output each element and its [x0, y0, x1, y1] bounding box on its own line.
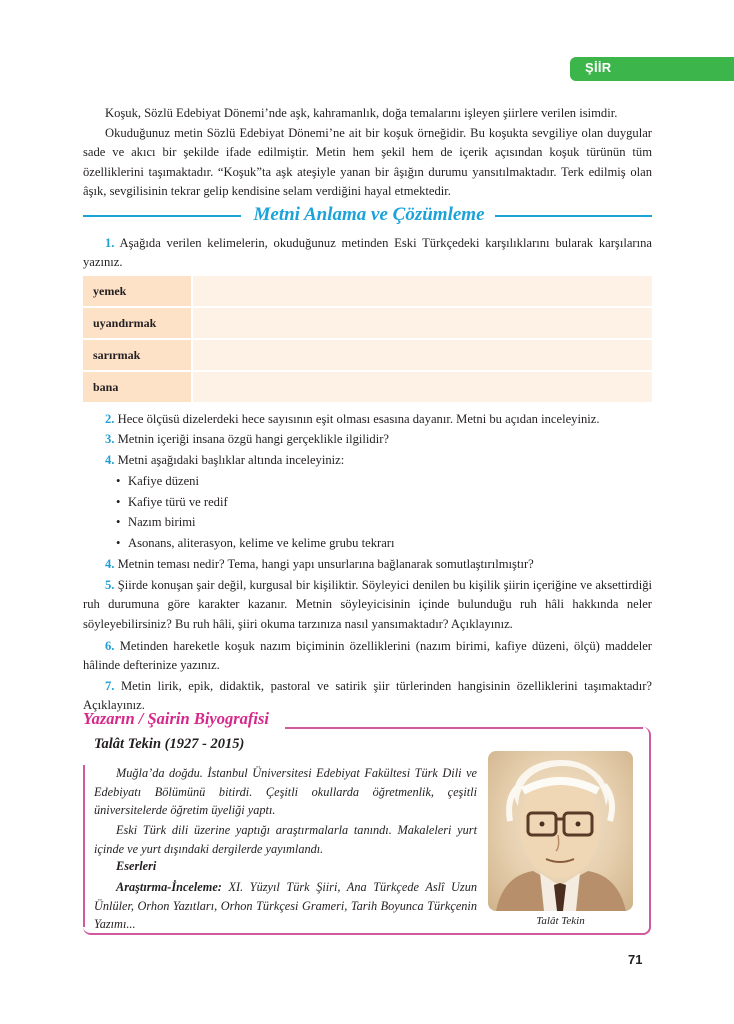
- vocab-answer-field[interactable]: [193, 276, 652, 306]
- section-badge: [570, 57, 734, 81]
- table-row: [83, 372, 652, 402]
- vocab-answer-field[interactable]: [193, 308, 652, 338]
- question-4: [83, 451, 652, 470]
- question-6: [83, 637, 652, 676]
- portrait-illustration-icon: [488, 751, 633, 911]
- page-number: 71: [628, 952, 643, 967]
- question-text: Metnin içeriği insana özgü hangi gerçeklikle ilgilidir?: [117, 432, 389, 446]
- vocab-answer-field[interactable]: [193, 340, 652, 370]
- question-number: 5.: [105, 578, 115, 592]
- vocab-word: sarırmak: [83, 340, 191, 370]
- question-4b: [83, 555, 652, 574]
- question-number: 3.: [105, 432, 115, 446]
- list-item: • Nazım birimi: [118, 512, 395, 533]
- section-title: Metni Anlama ve Çözümleme: [253, 204, 485, 225]
- heading-rule-left: [83, 215, 241, 217]
- section-heading: [83, 204, 652, 228]
- vocab-word: yemek: [83, 276, 191, 306]
- portrait-caption: Talât Tekin: [536, 915, 585, 927]
- intro-paragraph-1: Koşuk, Sözlü Edebiyat Dönemi’nde aşk, kahramanlık, doğa temalarını işleyen şiirlere verilen isimdir.: [105, 106, 618, 120]
- vocabulary-table: [83, 276, 652, 404]
- biography-heading: Yazarın / Şairin Biyografisi: [83, 709, 269, 728]
- question-number: 4.: [105, 557, 115, 571]
- question-2: [83, 410, 652, 429]
- vocab-word: uyandırmak: [83, 308, 191, 338]
- question-number: 1.: [105, 236, 115, 250]
- list-item: • Asonans, aliterasyon, kelime ve kelime grubu tekrarı: [118, 533, 395, 554]
- question-3: [83, 430, 652, 449]
- vocab-answer-field[interactable]: [193, 372, 652, 402]
- question-text: Şiirde konuşan şair değil, kurgusal bir kişiliktir. Söyleyici denilen bu kişilik şiirin içeriğine ve aksettirdiği ruh durumuna göre karakter kazanır. Metnin söyleyicisinin içinde bulunduğu ruh hâli hakkında neler söyleyebilirsiniz? Bu ruh hâli, şiiri okuma tarzınıza nasıl yansımaktadır? Açıklayınız.: [83, 578, 652, 631]
- author-name: Talât Tekin (1927 - 2015): [94, 736, 245, 752]
- author-portrait: [488, 751, 633, 911]
- list-item: • Kafiye düzeni: [118, 471, 395, 492]
- question-text: Metin lirik, epik, didaktik, pastoral ve satirik şiir türlerinden hangisinin özelliklerini taşımaktadır? Açıklayınız.: [83, 679, 652, 713]
- question-5: [83, 576, 652, 634]
- question-number: 7.: [105, 679, 115, 693]
- table-row: [83, 308, 652, 338]
- list-item: • Kafiye türü ve redif: [118, 492, 395, 513]
- question-1: [83, 234, 652, 273]
- question-text: Metnin teması nedir? Tema, hangi yapı unsurlarına bağlanarak somutlaştırılmıştır?: [117, 557, 534, 571]
- heading-rule-right: [495, 215, 652, 217]
- question-text: Metinden hareketle koşuk nazım biçiminin özelliklerini (nazım birimi, kafiye düzeni, ölçü) maddeler hâlinde defterinize yazınız.: [83, 639, 652, 673]
- biography-left-rule: [83, 765, 85, 927]
- question-number: 6.: [105, 639, 115, 653]
- question-text: Hece ölçüsü dizelerdeki hece sayısının eşit olması esasına dayanır. Metni bu açıdan inceleyiniz.: [117, 412, 600, 426]
- analysis-topics-list: [118, 471, 395, 554]
- vocab-word: bana: [83, 372, 191, 402]
- table-row: [83, 340, 652, 370]
- works-list: [94, 878, 477, 934]
- biography-paragraph-1: Muğla’da doğdu. İstanbul Üniversitesi Edebiyat Fakültesi Türk Dili ve Edebiyatı Bölümünü bitirdi. Çeşitli okullarda öğretmenlik, çeşitli üniversitelerde öğretim üyeliği yaptı.: [94, 766, 477, 818]
- works-heading: Eserleri: [116, 859, 157, 873]
- biography-top-rule: [285, 727, 643, 729]
- biography-paragraph-2: Eski Türk dili üzerine yaptığı araştırmalarla tanındı. Makaleleri yurt içinde ve yurt dışındaki dergilerde yayımlandı.: [94, 823, 477, 856]
- works-category: Araştırma-İnceleme:: [116, 880, 222, 894]
- question-text: Aşağıda verilen kelimelerin, okuduğunuz metinden Eski Türkçedeki karşılıklarını bularak karşılarına yazınız.: [83, 236, 652, 270]
- table-row: [83, 276, 652, 306]
- section-badge-label: ŞİİR: [585, 60, 612, 75]
- intro-paragraph-2: Okuduğunuz metin Sözlü Edebiyat Dönemi’ne ait bir koşuk örneğidir. Bu koşukta sevgiliye olan duygular sade ve akıcı bir şekilde ifade edilmiştir. Metin hem şekil hem de içerik açısından koşuk türünün tüm özelliklerini taşımaktadır. “Koşuk”ta aşk ateşiyle yanan bir âşığın durumu yansıtılmaktadır. Terk edilmiş olan âşık, sevgilisinin tekrar gelip kendisine selam verdiğini hayal etmektedir.: [83, 126, 652, 199]
- question-number: 2.: [105, 412, 115, 426]
- question-text: Metni aşağıdaki başlıklar altında inceleyiniz:: [117, 453, 345, 467]
- question-number: 4.: [105, 453, 115, 467]
- works-titles: XI. Yüzyıl Türk Şiiri, Ana Türkçede Aslî Uzun Ünlüler, Orhon Yazıtları, Orhon Türkçesi Grameri, Tarih Boyunca Türkçenin Yazımı...: [94, 880, 477, 932]
